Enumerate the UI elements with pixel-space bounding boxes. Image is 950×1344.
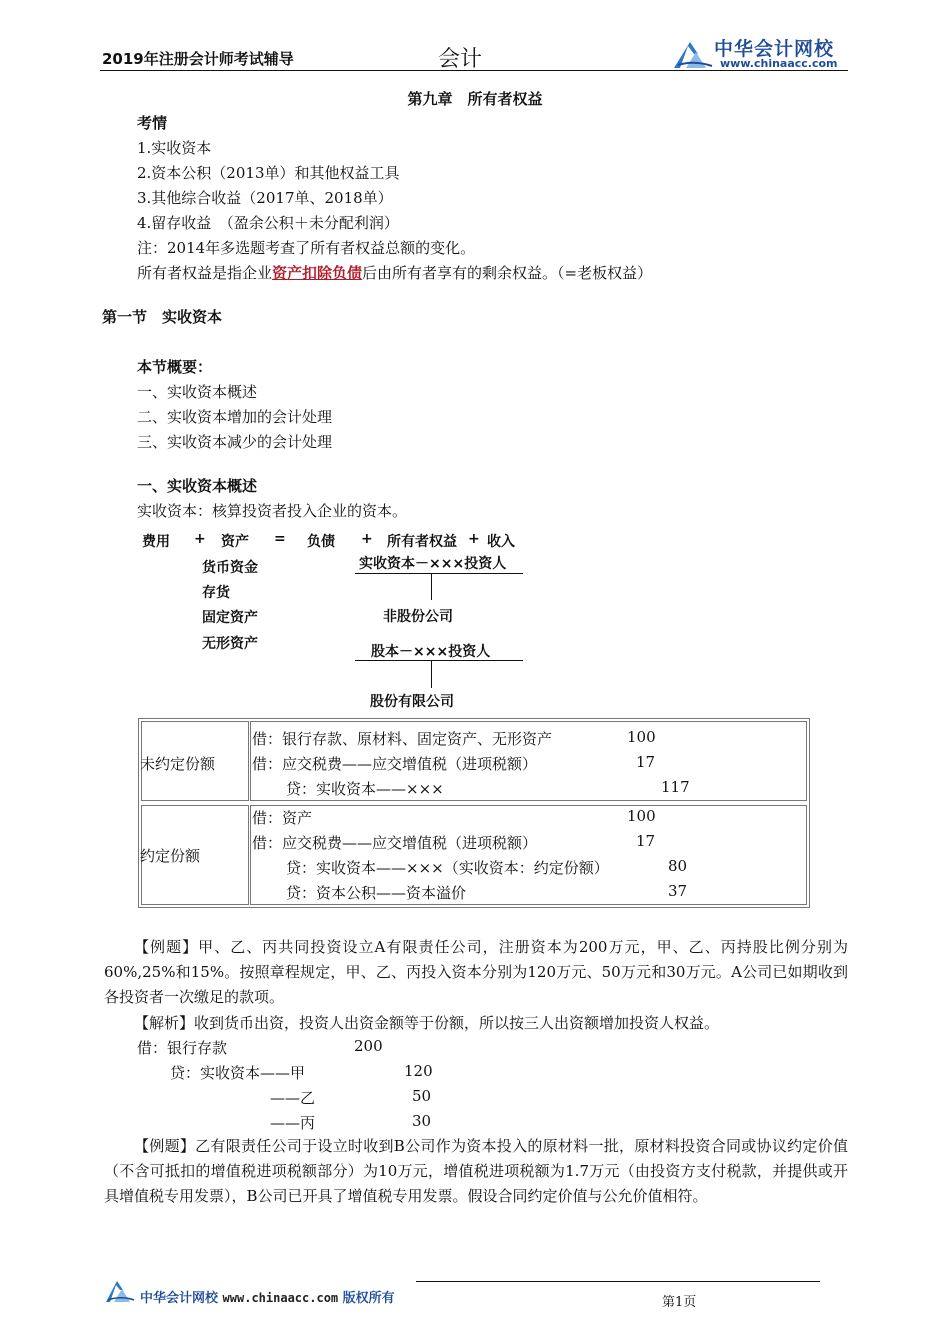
asset-item: 无形资产 [202, 636, 258, 652]
kaoqing-item: 1.实收资本 [137, 139, 212, 157]
kaoqing-item: 2.资本公积（2013单）和其他权益工具 [137, 164, 400, 182]
logo-mountain-icon [672, 38, 714, 70]
equation-term: 负债 [307, 534, 335, 550]
t-account-line [355, 573, 523, 574]
paid-in-capital-account: 实收资本－×××投资人 [359, 556, 507, 572]
entry-line: ——乙 [270, 1089, 316, 1107]
equation-operator: + [194, 531, 206, 547]
share-capital-account: 股本－×××投资人 [371, 644, 491, 660]
footer-logo-icon [104, 1278, 136, 1304]
entry-amount: 80 [668, 857, 688, 875]
entry-amount: 17 [636, 753, 656, 771]
header-subject: 会计 [438, 47, 483, 72]
entry-line: 贷：资本公积——资本溢价 [286, 884, 467, 902]
example-tag: 【例题】 [134, 938, 199, 956]
entry-amount: 100 [627, 728, 656, 746]
t-account-line [431, 660, 432, 688]
entry-line: ——丙 [270, 1114, 316, 1132]
entry-line: 借：应交税费——应交增值税（进项税额） [252, 755, 538, 773]
kaoqing-item: 4.留存收益 （盈余公积＋未分配利润） [137, 214, 399, 232]
share-company-label: 股份有限公司 [370, 694, 454, 710]
entry-amount: 100 [627, 807, 656, 825]
row-label: 未约定份额 [140, 755, 216, 773]
entry-amount: 50 [412, 1087, 432, 1105]
kaoqing-item: 3.其他综合收益（2017单、2018单） [137, 189, 393, 207]
example-tag: 【例题】 [134, 1137, 196, 1155]
logo-url[interactable]: www.chinaacc.com [720, 57, 838, 70]
overview-heading: 本节概要： [137, 358, 213, 376]
asset-item: 存货 [202, 585, 230, 601]
equation-term: 资产 [221, 534, 249, 550]
chapter-title: 第九章 所有者权益 [407, 90, 543, 108]
logo-title: 中华会计网校 [714, 38, 835, 60]
footer-divider [416, 1281, 820, 1282]
entry-line: 借：应交税费——应交增值税（进项税额） [252, 834, 538, 852]
entry-amount: 120 [404, 1062, 433, 1080]
overview-item: 一、实收资本概述 [137, 383, 258, 401]
example-text: 甲、乙、丙共同投资设立A有限责任公司，注册资本为200万元，甲、乙、丙持股比例分别为60%,25%和15%。按照章程规定，甲、乙、丙投入资本分别为120万元、50万元和30万元。A公司已如期收到各投资者一次缴足的款项。 [104, 938, 848, 1006]
equation-operator: = [274, 531, 286, 547]
equation-operator: + [468, 531, 480, 547]
row-label: 约定份额 [140, 847, 201, 865]
overview-item: 三、实收资本减少的会计处理 [137, 433, 333, 451]
analysis-tag: 【解析】 [134, 1014, 195, 1032]
equation-term: 所有者权益 [387, 534, 457, 550]
footer-rights: 版权所有 [342, 1291, 395, 1306]
entry-line: 贷：实收资本——×××（实收资本：约定份额） [286, 859, 609, 877]
subsection-heading: 一、实收资本概述 [137, 477, 258, 495]
t-account-line [431, 573, 432, 600]
equation-term: 收入 [487, 534, 515, 550]
section-title: 第一节 实收资本 [102, 308, 223, 326]
analysis-text: 收到货币出资，投资人出资金额等于份额，所以按三人出资额增加投资人权益。 [194, 1014, 720, 1032]
definition-prefix: 所有者权益是指企业 [137, 264, 273, 282]
overview-item: 二、实收资本增加的会计处理 [137, 408, 333, 426]
header-divider [100, 70, 848, 71]
entry-line: 贷：实收资本——甲 [170, 1064, 306, 1082]
entry-amount: 37 [668, 882, 688, 900]
kaoqing-note: 注：2014年多选题考查了所有者权益总额的变化。 [137, 239, 476, 257]
non-share-company-label: 非股份公司 [383, 609, 453, 625]
entry-amount: 117 [661, 778, 690, 796]
entry-line: 贷：实收资本——××× [286, 780, 444, 798]
entry-line: 借：银行存款、原材料、固定资产、无形资产 [252, 730, 553, 748]
entry-amount: 200 [354, 1037, 383, 1055]
definition-suffix: 后由所有者享有的剩余权益。（=老板权益） [362, 264, 653, 282]
entry-line: 借：资产 [252, 809, 313, 827]
page-number: 第1页 [662, 1295, 697, 1310]
asset-item: 货币资金 [202, 560, 258, 576]
example-text: 乙有限责任公司于设立时收到B公司作为资本投入的原材料一批，原材料投资合同或协议约定价值（不含可抵扣的增值税进项税额部分）为10万元，增值税进项税额为1.7万元（由投资方支付税款，并提供或开具增值税专用发票），B公司已开具了增值税专用发票。假设合同约定价值与公允价值相符。 [104, 1137, 848, 1205]
equation-term: 费用 [142, 534, 170, 550]
t-account-line [355, 660, 523, 661]
definition-highlight: 资产扣除负债 [272, 264, 363, 282]
example-paragraph [104, 935, 848, 1010]
footer-url[interactable]: www.chinaacc.com [222, 1291, 339, 1305]
header-course-title: 2019年注册会计师考试辅导 [102, 50, 294, 68]
analysis-paragraph [134, 1012, 719, 1033]
equation-operator: + [361, 531, 373, 547]
asset-item: 固定资产 [202, 610, 258, 626]
entry-amount: 17 [636, 832, 656, 850]
entry-line: 借：银行存款 [137, 1039, 228, 1057]
footer-brand-line [140, 1287, 395, 1306]
example-paragraph [104, 1134, 848, 1209]
paid-in-capital-definition: 实收资本：核算投资者投入企业的资本。 [137, 502, 408, 520]
footer-brand: 中华会计网校 [140, 1291, 219, 1306]
brand-logo[interactable] [672, 34, 852, 74]
equity-definition [137, 262, 652, 283]
kaoqing-heading: 考情 [137, 114, 168, 132]
entry-amount: 30 [412, 1112, 432, 1130]
